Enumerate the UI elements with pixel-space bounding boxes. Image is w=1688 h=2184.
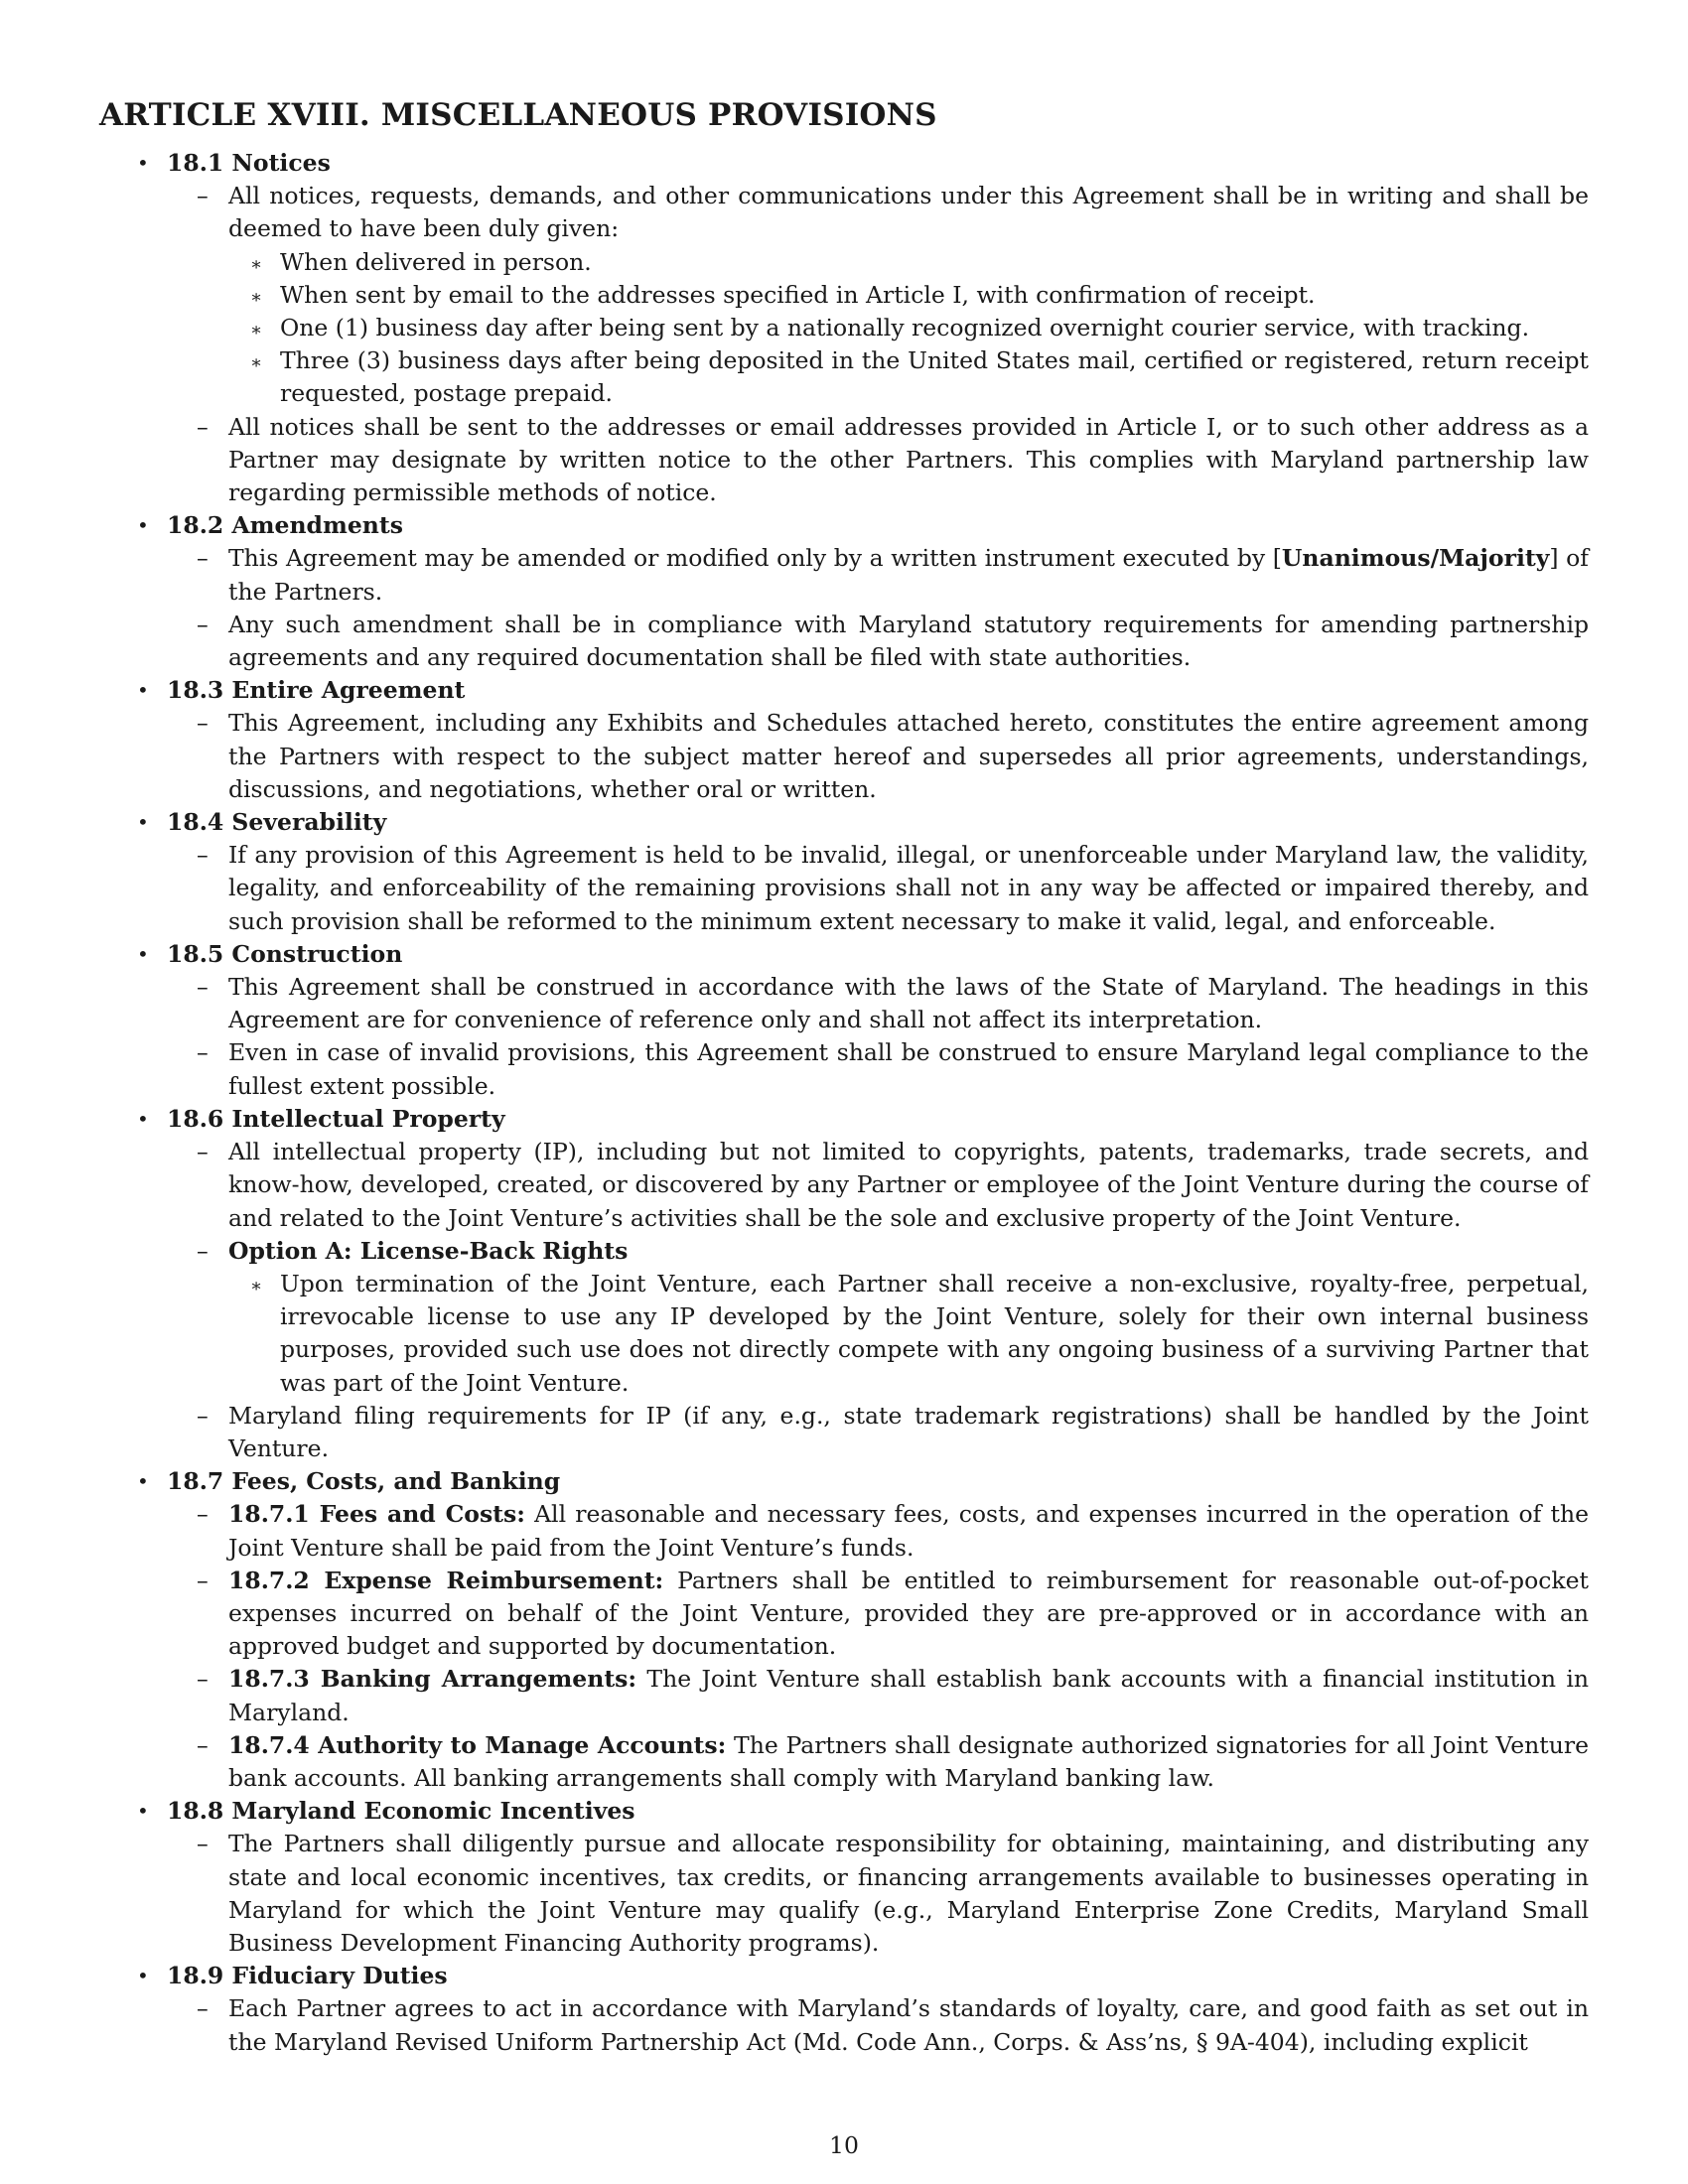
paragraph-text: Even in case of invalid provisions, this Agreement shall be construed to ensure Maryland legal compliance to the fullest extent possible. [228, 1038, 1589, 1100]
subsection-list [167, 180, 1589, 509]
paragraph-text: This Agreement may be amended or modified only by a written instrument executed by [ [228, 544, 1282, 573]
list-item [167, 1036, 1589, 1102]
section-18-1 [99, 147, 1589, 509]
subsection-list [167, 1992, 1589, 2058]
list-item [167, 1136, 1589, 1235]
option-a-list [228, 1268, 1589, 1400]
list-item [167, 1992, 1589, 2058]
paragraph-text: ] of the Partners. [228, 544, 1589, 606]
list-item [228, 312, 1589, 344]
subsection-list [167, 542, 1589, 674]
bullet-marker: • [137, 1964, 149, 1988]
paragraph-text: The Partners shall designate authorized signatories for all Joint Venture bank accounts. All banking arrangements shall comply with Maryland banking law. [228, 1730, 1589, 1792]
star-marker: ∗ [250, 352, 263, 374]
paragraph-text: Partners shall be entitled to reimbursement for reasonable out-of-pocket expenses incurred on behalf of the Joint Venture, provided they are pre-approved or in accordance with an approved budget and supported by documentation. [228, 1566, 1589, 1661]
subsection-list [167, 1136, 1589, 1465]
paragraph-text: The Partners shall diligently pursue and allocate responsibility for obtaining, maintaining, and distributing any state and local economic incentives, tax credits, or financing arrangements available to businesses operating in Maryland for which the Joint Venture may qualify (e.g., Maryland Enterprise Zone Credits, Maryland Small Business Development Financing Authority programs). [228, 1830, 1589, 1957]
dash-marker: – [197, 610, 209, 638]
bullet-marker: • [137, 678, 149, 703]
clause-label: 18.7.4 Authority to Manage Accounts: [228, 1730, 727, 1759]
list-item [167, 542, 1589, 608]
list-item [228, 344, 1589, 410]
list-item [228, 279, 1589, 312]
dash-marker: – [197, 709, 209, 738]
list-item [167, 1498, 1589, 1564]
subsection-list [167, 839, 1589, 938]
paragraph-text: Each Partner agrees to act in accordance with Maryland’s standards of loyalty, care, and good faith as set out in the Maryland Revised Uniform Partnership Act (Md. Code Ann., Corps. & Ass’ns, § 9A-404), including explicit [228, 1994, 1589, 2056]
bullet-marker: • [137, 1469, 149, 1494]
section-heading: 18.1 Notices [167, 149, 331, 177]
paragraph-text: Maryland filing requirements for IP (if any, e.g., state trademark registrations) shall be handled by the Joint Venture. [228, 1401, 1589, 1462]
list-item [228, 246, 1589, 279]
notice-methods-list [228, 246, 1589, 411]
dash-marker: – [197, 412, 209, 441]
list-item [167, 1663, 1589, 1728]
section-18-6 [99, 1103, 1589, 1465]
section-heading: 18.8 Maryland Economic Incentives [167, 1797, 635, 1826]
page-content [99, 95, 1589, 2059]
item-text: Three (3) business days after being deposited in the United States mail, certified or registered, return receipt requested, postage prepaid. [280, 346, 1589, 408]
dash-marker: – [197, 1236, 209, 1265]
section-heading: 18.6 Intellectual Property [167, 1104, 505, 1133]
item-text: When sent by email to the addresses specified in Article I, with confirmation of receipt. [280, 280, 1316, 309]
list-item [228, 1268, 1589, 1400]
paragraph-text: This Agreement shall be construed in accordance with the laws of the State of Maryland. The headings in this Agreement are for convenience of reference only and shall not affect its interpretation. [228, 973, 1589, 1034]
subsection-list [167, 1498, 1589, 1795]
list-item [167, 971, 1589, 1036]
dash-marker: – [197, 1401, 209, 1430]
section-18-3 [99, 674, 1589, 806]
dash-marker: – [197, 182, 209, 210]
clause-label: 18.7.3 Banking Arrangements: [228, 1665, 637, 1694]
list-item [167, 1828, 1589, 1960]
section-18-9 [99, 1960, 1589, 2059]
item-text: One (1) business day after being sent by a nationally recognized overnight courier service, with tracking. [280, 314, 1530, 342]
bold-text: Unanimous/Majority [1281, 544, 1550, 573]
star-marker: ∗ [250, 1275, 263, 1297]
paragraph-text: All reasonable and necessary fees, costs, and expenses incurred in the operation of the Joint Venture shall be paid from the Joint Venture’s funds. [228, 1500, 1589, 1562]
dash-marker: – [197, 1730, 209, 1759]
bullet-marker: • [137, 513, 149, 538]
item-text: When delivered in person. [280, 247, 592, 276]
section-heading: 18.9 Fiduciary Duties [167, 1962, 448, 1990]
paragraph-text: If any provision of this Agreement is held to be invalid, illegal, or unenforceable under Maryland law, the validity, legality, and enforceability of the remaining provisions shall not in any way be affected or impaired thereby, and such provision shall be reformed to the minimum extent necessary to make it valid, legal, and enforceable. [228, 841, 1589, 935]
subsection-list [167, 707, 1589, 806]
bullet-marker: • [137, 151, 149, 175]
subsection-list [167, 971, 1589, 1103]
section-heading: 18.2 Amendments [167, 511, 403, 540]
section-list [99, 147, 1589, 2059]
page-number: 10 [829, 2131, 859, 2159]
clause-label: 18.7.2 Expense Reimbursement: [228, 1566, 664, 1594]
dash-marker: – [197, 973, 209, 1002]
dash-marker: – [197, 1138, 209, 1166]
bullet-marker: • [137, 1799, 149, 1824]
option-a-heading: Option A: License-Back Rights [228, 1236, 629, 1265]
section-18-5 [99, 938, 1589, 1103]
subsection-list [167, 1828, 1589, 1960]
section-heading: 18.7 Fees, Costs, and Banking [167, 1467, 561, 1496]
list-item [167, 609, 1589, 674]
paragraph-text: All notices shall be sent to the addresses or email addresses provided in Article I, or to such other address as a Partner may designate by written notice to the other Partners. This complies with Maryland partnership law regarding permissible methods of notice. [228, 412, 1589, 507]
bullet-marker: • [137, 1106, 149, 1131]
star-marker: ∗ [250, 320, 263, 341]
bullet-marker: • [137, 941, 149, 966]
paragraph-text: Any such amendment shall be in compliance with Maryland statutory requirements for amending partnership agreements and any required documentation shall be filed with state authorities. [228, 610, 1589, 672]
list-item [167, 1235, 1589, 1400]
dash-marker: – [197, 841, 209, 870]
clause-label: 18.7.1 Fees and Costs: [228, 1500, 525, 1529]
paragraph-text: All notices, requests, demands, and other communications under this Agreement shall be in writing and shall be deemed to have been duly given: [228, 182, 1589, 243]
item-text: Upon termination of the Joint Venture, each Partner shall receive a non-exclusive, royalty-free, perpetual, irrevocable license to use any IP developed by the Joint Venture, solely for their own internal business purposes, provided such use does not directly compete with any ongoing business of a surviving Partner that was part of the Joint Venture. [280, 1269, 1589, 1397]
list-item [167, 1729, 1589, 1795]
star-marker: ∗ [250, 286, 263, 308]
paragraph-text: This Agreement, including any Exhibits and Schedules attached hereto, constitutes the entire agreement among the Partners with respect to the subject matter hereof and supersedes all prior agreements, understandings, discussions, and negotiations, whether oral or written. [228, 709, 1589, 803]
dash-marker: – [197, 544, 209, 573]
section-heading: 18.4 Severability [167, 808, 387, 837]
list-item [167, 1400, 1589, 1465]
paragraph-text: The Joint Venture shall establish bank accounts with a financial institution in Maryland. [228, 1665, 1589, 1726]
section-18-7 [99, 1465, 1589, 1795]
list-item [167, 839, 1589, 938]
dash-marker: – [197, 1500, 209, 1529]
paragraph-text: All intellectual property (IP), including but not limited to copyrights, patents, trademarks, trade secrets, and know-how, developed, created, or discovered by any Partner or employee of the Joint Venture during the course of and related to the Joint Venture’s activities shall be the sole and exclusive property of the Joint Venture. [228, 1138, 1589, 1232]
list-item [167, 411, 1589, 510]
dash-marker: – [197, 1830, 209, 1858]
section-heading: 18.3 Entire Agreement [167, 676, 466, 705]
list-item [167, 707, 1589, 806]
section-heading: 18.5 Construction [167, 939, 403, 968]
dash-marker: – [197, 1665, 209, 1694]
bullet-marker: • [137, 810, 149, 835]
section-18-2 [99, 509, 1589, 674]
dash-marker: – [197, 1566, 209, 1594]
dash-marker: – [197, 1038, 209, 1067]
list-item [167, 1565, 1589, 1664]
section-18-4 [99, 806, 1589, 938]
list-item [167, 180, 1589, 410]
star-marker: ∗ [250, 253, 263, 275]
section-18-8 [99, 1795, 1589, 1960]
article-title: ARTICLE XVIII. MISCELLANEOUS PROVISIONS [99, 97, 937, 133]
dash-marker: – [197, 1994, 209, 2023]
